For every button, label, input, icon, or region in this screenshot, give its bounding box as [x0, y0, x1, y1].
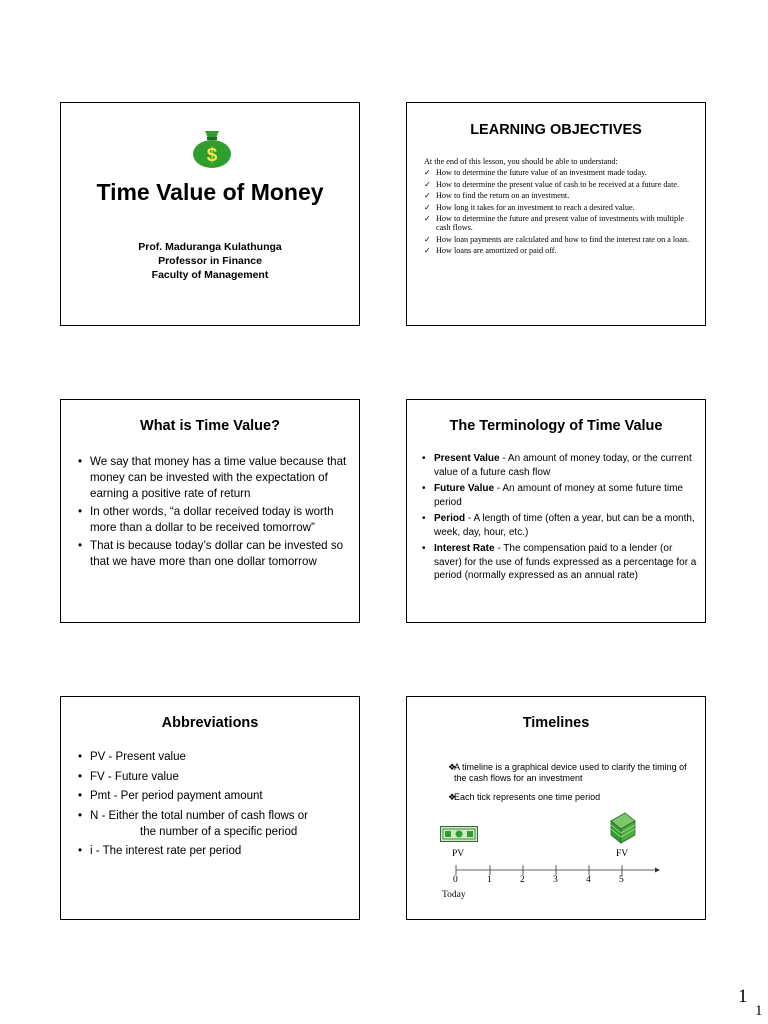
- author-department: Faculty of Management: [151, 269, 269, 281]
- list-item: • i - The interest rate per period: [78, 843, 353, 859]
- list-item: ✓ How to determine the future and present value of investments with multiple cash flows.: [424, 214, 685, 233]
- term: Future Value: [434, 483, 495, 494]
- slide-what-is-time-value: [60, 399, 360, 623]
- term: Present Value: [434, 453, 500, 464]
- slide-title: [60, 102, 360, 326]
- check-icon: ✓: [424, 202, 431, 212]
- slide-heading: What is Time Value?: [140, 418, 280, 434]
- term: Interest Rate: [434, 543, 495, 554]
- tick-label: 2: [520, 875, 525, 885]
- dollar-sign: $: [206, 145, 218, 166]
- today-label: Today: [442, 890, 466, 900]
- list-item: ✓ How to determine the future value of an investment made today.: [424, 168, 647, 177]
- page-number: 1: [738, 986, 748, 1007]
- list-item: ✓ How to determine the present value of cash to be received at a future date.: [424, 179, 680, 189]
- check-icon: ✓: [424, 234, 431, 244]
- bullet-list: [78, 454, 350, 572]
- list-item: • We say that money has a time value because that money can be invested with the expectation of earning a positive rate of return: [78, 454, 350, 502]
- term-desc: - An amount of money at some future time period: [434, 483, 683, 508]
- list-item: [422, 542, 700, 583]
- tick-label: 4: [586, 875, 591, 885]
- term: Period: [434, 513, 466, 524]
- list-item: ✓ How loan payments are calculated and how to find the interest rate on a loan.: [424, 234, 690, 244]
- check-icon: ✓: [424, 168, 431, 177]
- tick-label: 5: [619, 875, 624, 885]
- list-item: • That is because today’s dollar can be invested so that we have more than one dollar tomorrow: [78, 538, 350, 570]
- diamond-bullet-icon: ❖: [448, 792, 457, 802]
- check-icon: ✓: [424, 179, 431, 189]
- term-desc: - A length of time (often a year, but can be a month, week, day, hour, etc.): [434, 513, 695, 538]
- money-bag-icon: [192, 129, 232, 169]
- timeline-point-2: ❖ Each tick represents one time period: [448, 792, 601, 802]
- page-number-sub: 1: [755, 1003, 763, 1019]
- objectives-intro: At the end of this lesson, you should be able to understand:: [424, 157, 618, 166]
- term-desc: - The compensation paid to a lender (or saver) for the use of funds expressed as a percentage for a period (normally expressed as an annual rate): [434, 543, 697, 581]
- pv-label: PV: [452, 849, 465, 859]
- slide-learning-objectives: [406, 102, 706, 326]
- tick-label: 1: [487, 875, 492, 885]
- list-item: ✓ How to find the return on an investment.: [424, 191, 570, 200]
- check-icon: ✓: [424, 191, 431, 200]
- list-item: • PV - Present value: [78, 749, 353, 765]
- slide-timelines: [406, 696, 706, 920]
- check-icon: ✓: [424, 246, 431, 256]
- dollar-bill-icon: [440, 826, 478, 842]
- timeline-point-1: ❖ A timeline is a graphical device used to clarify the timing of the cash flows for an investment: [448, 762, 687, 783]
- author-role: Professor in Finance: [158, 255, 262, 267]
- term-desc: - An amount of money today, or the current value of a future cash flow: [434, 453, 692, 478]
- list-item: [422, 482, 700, 509]
- slide-terminology: [406, 399, 706, 623]
- check-icon: ✓: [424, 214, 431, 223]
- list-item: [422, 452, 700, 479]
- slide-abbreviations: [60, 696, 360, 920]
- list-item: • N - Either the total number of cash flows or the number of a specific period: [78, 808, 353, 840]
- diamond-bullet-icon: ❖: [448, 762, 457, 772]
- list-item: ✓ How long it takes for an investment to reach a desired value.: [424, 202, 635, 212]
- objectives-list: [424, 168, 696, 258]
- tick-label: 0: [453, 875, 458, 885]
- slide-heading: Abbreviations: [161, 715, 259, 731]
- fv-label: FV: [616, 849, 629, 859]
- tick-label: 3: [553, 875, 558, 885]
- slide-heading: The Terminology of Time Value: [449, 418, 663, 434]
- list-item: [422, 512, 700, 539]
- list-item: ✓ How loans are amortized or paid off.: [424, 246, 557, 256]
- list-item: • In other words, “a dollar received today is worth more than a dollar to be received tomorrow”: [78, 504, 350, 536]
- slide-main-title: Time Value of Money: [96, 179, 324, 205]
- author-name: Prof. Maduranga Kulathunga: [138, 241, 282, 253]
- list-item: • FV - Future value: [78, 769, 353, 785]
- bullet-list: [78, 749, 353, 863]
- money-stack-icon: [607, 811, 637, 845]
- slide-heading: Timelines: [522, 715, 590, 731]
- list-item: • Pmt - Per period payment amount: [78, 788, 353, 804]
- list-item-continuation: the number of a specific period: [140, 825, 298, 838]
- bullet-list: [422, 452, 700, 586]
- slide-heading: LEARNING OBJECTIVES: [470, 122, 642, 138]
